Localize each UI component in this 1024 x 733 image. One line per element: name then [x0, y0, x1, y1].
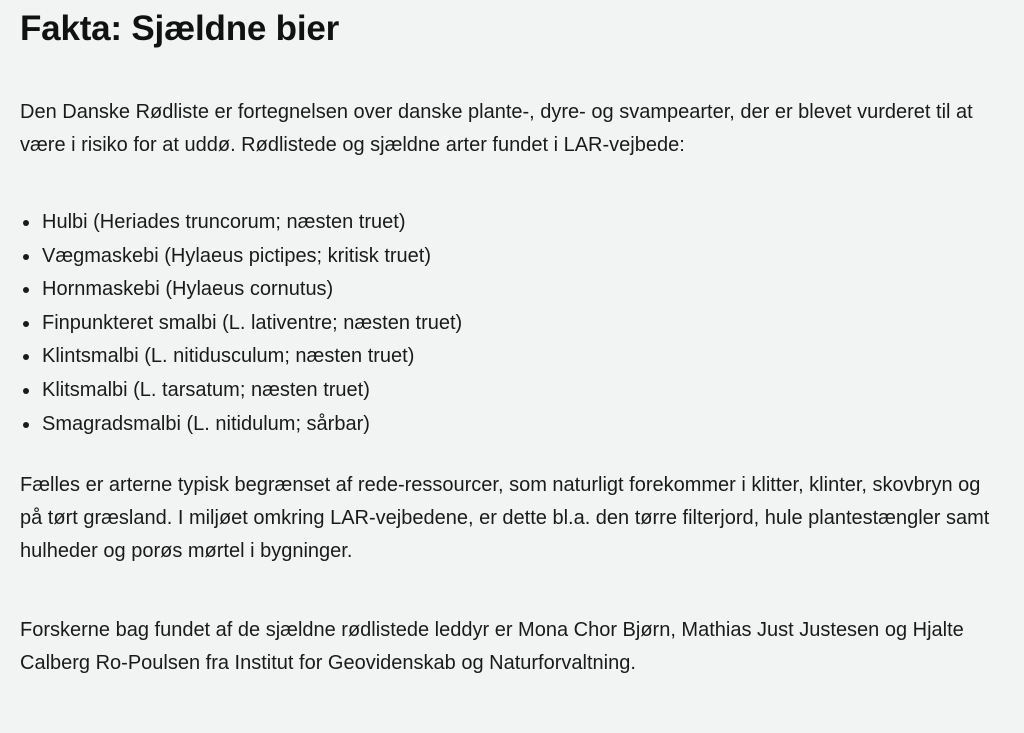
- habitat-paragraph: Fælles er arterne typisk begrænset af rede-ressourcer, som naturligt forekommer i klitter, klinter, skovbryn og på tørt græsland. I miljøet omkring LAR-vejbedene, er dette bl.a. den tørre filterjord, hule plantestængler samt hulheder og porøs mørtel i bygninger.: [20, 474, 990, 563]
- list-item: Hulbi (Heriades truncorum; næsten truet): [42, 206, 1004, 240]
- list-item: Hornmaskebi (Hylaeus cornutus): [42, 273, 1004, 307]
- list-item: Smagradsmalbi (L. nitidulum; sårbar): [42, 408, 1004, 442]
- researchers-paragraph: Forskerne bag fundet af de sjældne rødlistede leddyr er Mona Chor Bjørn, Mathias Just Justesen og Hjalte Calberg Ro-Poulsen fra Institut for Geovidenskab og Naturforvaltning.: [20, 619, 964, 675]
- intro-paragraph: Den Danske Rødliste er fortegnelsen over danske plante-, dyre- og svampearter, der er blevet vurderet til at være i risiko for at uddø. Rødlistede og sjældne arter fundet i LAR-vejbede:: [20, 101, 973, 156]
- list-item: Finpunkteret smalbi (L. lativentre; næsten truet): [42, 307, 1004, 341]
- species-list: [20, 206, 1004, 441]
- page-title: Fakta: Sjældne bier: [20, 9, 340, 48]
- list-item: Klitsmalbi (L. tarsatum; næsten truet): [42, 374, 1004, 408]
- list-item: Vægmaskebi (Hylaeus pictipes; kritisk truet): [42, 240, 1004, 274]
- list-item: Klintsmalbi (L. nitidusculum; næsten truet): [42, 340, 1004, 374]
